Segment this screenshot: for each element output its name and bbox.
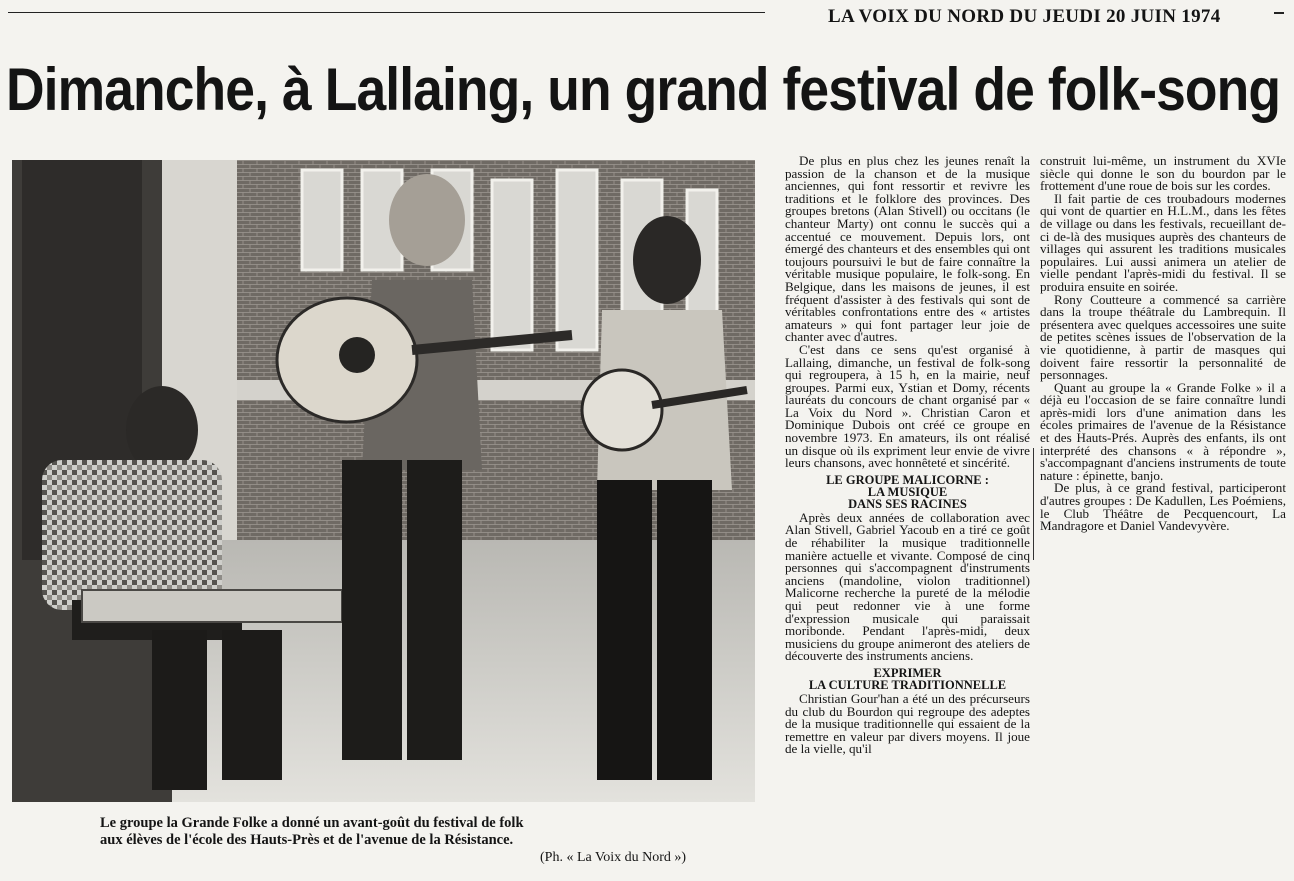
paragraph: Il fait partie de ces troubadours modernes qui vont de quartier en H.L.M., dans les fêtes de village ou dans les festivals, recueillant de-ci de-là des musiques auprès des chanteurs de villages qui assurent les traditions musicales populaires. Lui aussi animera un atelier de vielle pendant l'après-midi du festival. Il se produira ensuite en soirée. <box>1040 190 1286 294</box>
subheading-line: LE GROUPE MALICORNE : <box>826 472 989 487</box>
subheading-line: DANS SES RACINES <box>848 496 967 511</box>
paragraph: Christian Gour'han a été un des précurseurs du club du Bourdon qui regroupe des adeptes de la musique traditionnelle qui essaient de la remettre en valeur par divers moyens. Il joue de la vielle, qu'il <box>785 690 1030 757</box>
photo-credit: (Ph. « La Voix du Nord ») <box>540 850 687 865</box>
paragraph: Quant au groupe la « Grande Folke » il a déjà eu l'occasion de se faire connaître lundi après-midi lors d'une animation dans les écoles primaires de l'avenue de la Résistance et des Hauts-Prés. Auprès des enfants, ils ont interprété des chansons « à répondre », s'accompagnant d'anciens instruments de toute nature : épinette, banjo. <box>1040 379 1286 483</box>
paragraph: Rony Coutteure a commencé sa carrière dans la troupe théâtrale du Lambrequin. Il présentera avec quelques accessoires une suite de petites scènes issues de l'observation de la vie quotidienne, à partir de masques qui doivent faire ressortir la personnalité de personnages. <box>1040 291 1286 383</box>
article-column-2 <box>1040 155 1286 625</box>
subheading-line: LA MUSIQUE <box>867 484 948 499</box>
subheading-line: EXPRIMER <box>873 665 942 680</box>
paragraph: C'est dans ce sens qu'est organisé à Lallaing, dimanche, un festival de folk-song qui regroupera, à 15 h, en la mairie, neuf groupes. Parmi eux, Ystian et Domy, récents lauréats du concours de chant organisé par « La Voix du Nord ». Christian Caron et Dominique Dubois ont créé ce groupe en novembre 1973. En amateurs, ils ont réalisé un disque où ils expriment leur envie de vivre leurs chansons, avec honnêteté et sincérité. <box>785 341 1030 471</box>
paragraph: Après deux années de collaboration avec Alan Stivell, Gabriel Yacoub en a tiré ce goût de réhabiliter la musique traditionnelle manière actuelle et vivante. Composé de cinq personnes qui s'accompagnent d'instruments anciens (mandoline, violon traditionnel) Malicorne recherche la pureté de la mélodie qui peut redonner vie à une forme d'expression musicale qui paraissait moribonde. Pendant l'après-midi, deux musiciens du groupe animeront des ateliers de découverte des instruments anciens. <box>785 509 1030 664</box>
article-column-1 <box>785 155 1030 873</box>
headline: Dimanche, à Lallaing, un grand festival de folk-song <box>6 56 1281 123</box>
subheading <box>785 474 1030 510</box>
paragraph: De plus, à ce grand festival, participeront d'autres groupes : De Kadullen, Les Poémiens, le Club Théâtre de Pecquencourt, La Mandragore et Daniel Vandevyvère. <box>1040 480 1286 534</box>
caption-line: aux élèves de l'école des Hauts-Près et de l'avenue de la Résistance. <box>100 832 514 848</box>
margin-bracket <box>1033 448 1034 560</box>
subheading-line: LA CULTURE TRADITIONNELLE <box>808 677 1007 692</box>
caption-line: Le groupe la Grande Folke a donné un avant-goût du festival de folk <box>100 815 524 831</box>
photo-illustration <box>12 160 755 802</box>
paragraph: construit lui-même, un instrument du XVIe siècle qui donne le son du bourdon par le frottement d'une roue de bois sur les cordes. <box>1040 155 1286 194</box>
photo-caption <box>100 815 660 849</box>
masthead: LA VOIX DU NORD DU JEUDI 20 JUIN 1974 <box>828 6 1221 27</box>
subheading <box>785 667 1030 691</box>
top-rule <box>8 12 765 13</box>
paragraph: De plus en plus chez les jeunes renaît la passion de la chanson et de la musique anciennes, qui font ressortir et revivre les traditions et le folklore des provinces. Des groupes bretons (Alan Stivell) ou occitans (le chanteur Marty) ont connu le succès qui a accentué ce mouvement. Depuis lors, ont émergé des chanteurs et des ensembles qui ont toujours poursuivi le but de faire connaître la véritable musique populaire, le folk-song. En Belgique, dans les maisons de jeunes, il est fréquent d'assister à des festivals qui sont de véritables confrontations entre des « artistes amateurs » qui font partager leur joie de chanter avec d'autres. <box>785 155 1030 345</box>
top-right-rule <box>1274 12 1284 14</box>
photo <box>12 160 755 802</box>
